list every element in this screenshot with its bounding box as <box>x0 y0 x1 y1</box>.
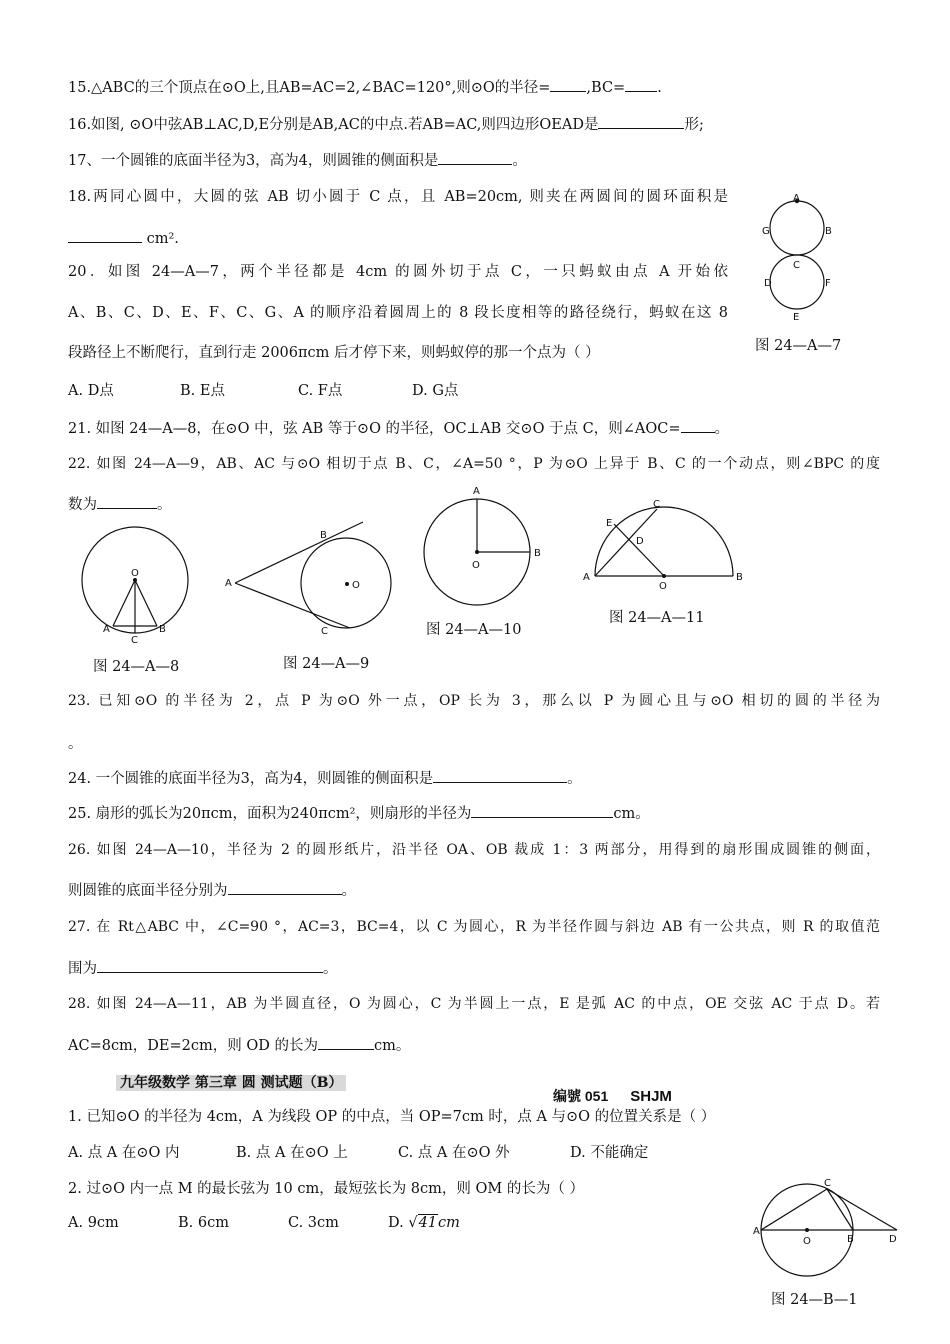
label-A: A <box>103 624 110 635</box>
label-D: D <box>764 278 772 289</box>
q27-end: 。 <box>323 961 338 977</box>
label-A: A <box>793 193 800 204</box>
q21-text: 21. 如图 24—A—8，在⊙O 中，弦 AB 等于⊙O 的半径，OC⊥AB 交⊙O 于点 C，则∠AOC= <box>68 421 681 437</box>
blank[interactable] <box>598 114 684 129</box>
q15-text: 15.△ABC的三个顶点在⊙O上,且AB=AC=2,∠BAC=120°,则⊙O的半径= <box>68 80 551 96</box>
label-O: O <box>803 1236 811 1247</box>
q22-text: 数为 <box>68 497 97 513</box>
caption-fig-24-A-8: 图 24—A—8 <box>93 659 180 675</box>
question-b1-options <box>68 1143 648 1163</box>
question-20-line3: 段路径上不断爬行，直到行走 2006πcm 后才停下来，则蚂蚁停的那一个点为（ ） <box>68 345 600 361</box>
q22-end: 。 <box>157 497 172 513</box>
figure-24-A-11 <box>578 496 743 591</box>
question-25 <box>68 803 650 824</box>
q26-text: 则圆锥的底面半径分别为 <box>68 883 228 899</box>
label-B: B <box>736 572 743 583</box>
sqrt-unit: cm <box>438 1215 460 1231</box>
question-b2: 2. 过⊙O 内一点 M 的最长弦为 10 cm，最短弦长为 8cm，则 OM 的长为（ ） <box>68 1181 584 1197</box>
figure-24-B-1 <box>755 1172 905 1287</box>
q15-end: . <box>657 80 662 96</box>
figure-24-A-8 <box>78 525 198 650</box>
option-D-letter: D. <box>388 1215 404 1231</box>
blank[interactable] <box>438 150 512 165</box>
question-18-line1: 18.两同心圆中，大圆的弦 AB 切小圆于 C 点，且 AB=20cm, 则夹在两圆间的圆环面积是 <box>68 189 728 205</box>
label-A: A <box>753 1226 760 1237</box>
q25-text: 25. 扇形的弧长为20πcm，面积为240πcm²，则扇形的半径为 <box>68 806 472 822</box>
label-O: O <box>659 581 667 592</box>
q27-text: 围为 <box>68 961 97 977</box>
label-O: O <box>472 560 480 571</box>
label-G: G <box>762 226 770 237</box>
blank[interactable] <box>68 228 142 243</box>
blank[interactable] <box>681 418 715 433</box>
q21-end: 。 <box>714 421 730 437</box>
option-D[interactable] <box>388 1214 460 1231</box>
section-title <box>116 1072 346 1092</box>
q24-end: 。 <box>567 771 582 787</box>
question-24 <box>68 768 582 789</box>
caption-fig-24-A-9: 图 24—A—9 <box>283 656 370 672</box>
blank[interactable] <box>97 494 157 509</box>
option-B[interactable]: B. E点 <box>180 383 225 399</box>
label-C: C <box>793 260 800 271</box>
blank[interactable] <box>228 880 342 895</box>
question-18-line2 <box>68 228 179 249</box>
question-27-line2 <box>68 958 338 979</box>
q16-text: 16.如图, ⊙O中弦AB⊥AC,D,E分别是AB,AC的中点.若AB=AC,则四边形OEAD是 <box>68 117 599 133</box>
blank[interactable] <box>625 77 657 92</box>
label-C: C <box>321 626 328 637</box>
section-title-text: 九年级数学 第三章 圆 测试题（B） <box>116 1075 346 1091</box>
caption-fig-24-A-11: 图 24—A—11 <box>609 610 705 626</box>
label-A: A <box>473 486 480 497</box>
question-20-line1: 20．如图 24—A—7，两个半径都是 4cm 的圆外切于点 C，一只蚂蚁由点 A 开始依 <box>68 264 728 280</box>
q26-end: 。 <box>341 883 356 899</box>
question-26-line1: 26. 如图 24—A—10，半径为 2 的圆形纸片，沿半径 OA、OB 裁成 1：3 两部分，用得到的扇形围成圆锥的侧面， <box>68 842 880 858</box>
option-C[interactable]: C. 点 A 在⊙O 外 <box>398 1145 510 1161</box>
label-O: O <box>131 568 139 579</box>
code-text: 编號 051 <box>553 1088 609 1104</box>
label-D: D <box>889 1234 897 1245</box>
q15-mid: ,BC= <box>586 80 626 96</box>
question-20-line2: A、B、C、D、E、F、C、G、A 的顺序沿着圆周上的 8 段长度相等的路径绕行，蚂蚁在这 8 <box>68 305 728 321</box>
option-C[interactable]: C. 3cm <box>288 1215 339 1231</box>
figure-24-A-7 <box>755 190 845 330</box>
option-B[interactable]: B. 点 A 在⊙O 上 <box>236 1145 348 1161</box>
blank[interactable] <box>318 1035 374 1050</box>
question-23-line2: 。 <box>68 736 83 752</box>
label-E: E <box>606 518 613 529</box>
blank[interactable] <box>433 768 567 783</box>
figure-24-A-10 <box>415 482 550 612</box>
q25-end: cm。 <box>613 806 650 822</box>
question-22-line2 <box>68 494 172 515</box>
q24-text: 24. 一个圆锥的底面半径为3，高为4，则圆锥的侧面积是 <box>68 771 434 787</box>
question-27-line1: 27. 在 Rt△ABC 中，∠C=90 °，AC=3，BC=4，以 C 为圆心，R 为半径作圆与斜边 AB 有一公共点，则 R 的取值范 <box>68 919 880 935</box>
brand-text: SHJM <box>630 1088 672 1105</box>
q28-text: AC=8cm，DE=2cm，则 OD 的长为 <box>68 1038 318 1054</box>
option-B[interactable]: B. 6cm <box>178 1215 229 1231</box>
question-15 <box>68 77 662 98</box>
label-A: A <box>583 572 590 583</box>
caption-fig-24-A-10: 图 24—A—10 <box>426 622 522 638</box>
option-A[interactable]: A. 9cm <box>68 1215 119 1231</box>
option-A[interactable]: A. D点 <box>68 383 114 399</box>
label-E: E <box>793 312 800 323</box>
q17-text: 17、一个圆锥的底面半径为3，高为4，则圆锥的侧面积是 <box>68 153 439 169</box>
label-F: F <box>825 278 831 289</box>
question-b1: 1. 已知⊙O 的半径为 4cm，A 为线段 OP 的中点，当 OP=7cm 时，点 A 与⊙O 的位置关系是（ ） <box>68 1109 716 1125</box>
question-28-line2 <box>68 1035 410 1056</box>
question-20-options <box>68 381 458 401</box>
question-16 <box>68 114 704 135</box>
label-D: D <box>636 536 644 547</box>
label-O: O <box>352 580 360 591</box>
label-B: B <box>159 624 166 635</box>
question-23-line1: 23. 已知⊙O 的半径为 2，点 P 为⊙O 外一点，OP 长为 3，那么以 P 为圆心且与⊙O 相切的圆的半径为 <box>68 693 881 709</box>
sqrt-radicand: 41 <box>418 1215 438 1231</box>
question-17 <box>68 150 527 171</box>
label-C: C <box>653 499 660 510</box>
label-B: B <box>320 530 327 541</box>
question-28-line1: 28. 如图 24—A—11，AB 为半圆直径，O 为圆心，C 为半圆上一点，E 是弧 AC 的中点，OE 交弦 AC 于点 D。若 <box>68 996 880 1012</box>
question-b2-options <box>68 1213 460 1233</box>
q18-unit: cm². <box>146 231 179 247</box>
option-A[interactable]: A. 点 A 在⊙O 内 <box>68 1145 180 1161</box>
sqrt-expression: √41cm <box>408 1215 460 1231</box>
q16-end: 形; <box>684 117 704 133</box>
label-B: B <box>825 226 832 237</box>
option-D[interactable]: D. G点 <box>412 383 459 399</box>
q17-end: 。 <box>512 153 527 169</box>
blank[interactable] <box>97 958 323 973</box>
option-D[interactable]: D. 不能确定 <box>570 1145 649 1161</box>
label-B: B <box>847 1234 854 1245</box>
section-code <box>553 1086 672 1106</box>
blank[interactable] <box>550 77 586 92</box>
caption-fig-24-A-7: 图 24—A—7 <box>755 338 842 354</box>
figure-24-A-9 <box>222 524 397 644</box>
label-B: B <box>534 548 541 559</box>
question-22-line1: 22. 如图 24—A—9，AB、AC 与⊙O 相切于点 B、C，∠A=50 °，P 为⊙O 上异于 B、C 的一个动点，则∠BPC 的度 <box>68 456 880 472</box>
question-21 <box>68 418 729 439</box>
label-A: A <box>225 578 232 589</box>
question-26-line2 <box>68 880 356 901</box>
label-C: C <box>131 635 138 646</box>
blank[interactable] <box>471 803 613 818</box>
caption-fig-24-B-1: 图 24—B—1 <box>771 1292 858 1308</box>
label-C: C <box>824 1178 831 1189</box>
q28-end: cm。 <box>374 1038 411 1054</box>
option-C[interactable]: C. F点 <box>298 383 343 399</box>
